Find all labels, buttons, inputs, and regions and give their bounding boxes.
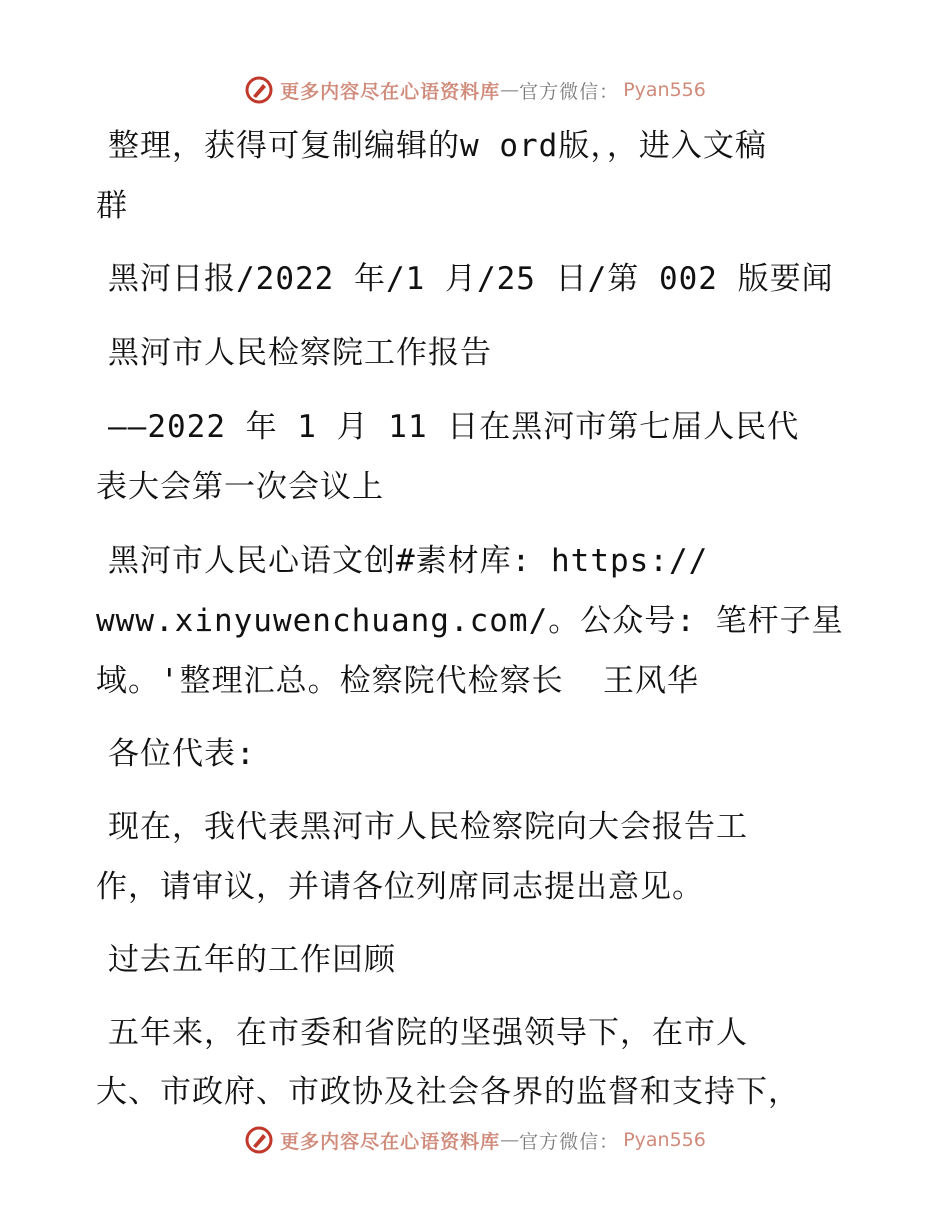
document-title: 黑河市人民检察院工作报告 bbox=[108, 335, 492, 371]
text-line: 大、市政府、市政协及社会各界的监督和支持下， bbox=[96, 1074, 800, 1110]
pen-circle-logo-icon bbox=[244, 1125, 274, 1155]
section-heading: 过去五年的工作回顾 bbox=[108, 942, 396, 978]
text-line: ——2022 年 1 月 11 日在黑河市第七届人民代 bbox=[108, 409, 800, 445]
text-line: 域。'整理汇总。检察院代检察长 王风华 bbox=[96, 663, 699, 699]
banner-site-text: 更多内容尽在心语资料库 bbox=[280, 80, 501, 103]
banner-dash: — bbox=[500, 79, 520, 101]
banner-wechat-label: 官方微信： bbox=[519, 80, 620, 103]
banner-dash: — bbox=[500, 1129, 520, 1151]
text-line: 黑河市人民心语文创#素材库: https:// bbox=[108, 543, 709, 579]
banner-wechat-id: Pyan556 bbox=[623, 1129, 706, 1151]
text-line: www.xinyuwenchuang.com/。公众号: 笔杆子星 bbox=[96, 603, 844, 639]
text-line: 群 bbox=[96, 188, 128, 224]
text-line: 作，请审议，并请各位列席同志提出意见。 bbox=[96, 869, 704, 905]
footer-banner bbox=[0, 1120, 950, 1160]
text-line: 整理，获得可复制编辑的w ord版，，进入文稿 bbox=[108, 128, 767, 164]
text-line: 现在，我代表黑河市人民检察院向大会报告工 bbox=[108, 809, 748, 845]
text-line: 各位代表: bbox=[108, 736, 256, 772]
text-line: 五年来，在市委和省院的坚强领导下，在市人 bbox=[108, 1015, 748, 1051]
text-line: 表大会第一次会议上 bbox=[96, 469, 384, 505]
text-line: 黑河日报/2022 年/1 月/25 日/第 002 版要闻 bbox=[108, 261, 834, 297]
banner-site-text: 更多内容尽在心语资料库 bbox=[280, 1130, 501, 1153]
banner-wechat-id: Pyan556 bbox=[623, 79, 706, 101]
banner-wechat-label: 官方微信： bbox=[519, 1130, 620, 1153]
